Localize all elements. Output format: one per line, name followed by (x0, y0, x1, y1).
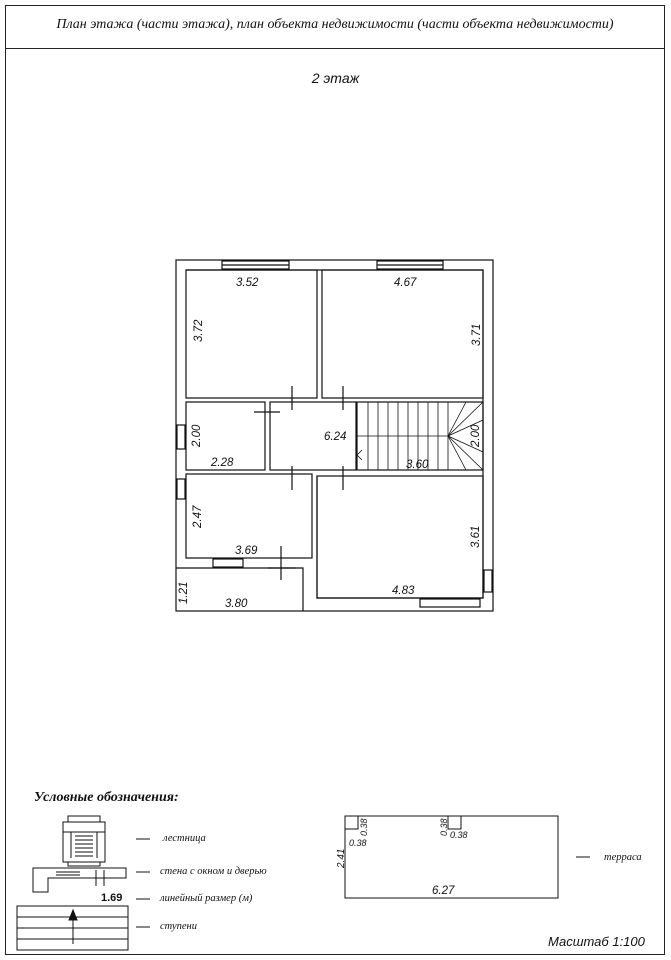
dim-stair-height: 2.00 (470, 424, 482, 447)
room-se (317, 476, 483, 598)
dim-room-sw-height: 2.47 (192, 505, 204, 528)
legend-stairs-label: лестница (163, 833, 206, 844)
legend-wall-label: стена с окном и дверью (160, 866, 267, 877)
dim-room-se-width: 4.83 (392, 585, 415, 597)
room-ne (322, 270, 483, 398)
dim-terrace-width: 6.27 (432, 885, 455, 897)
dim-room-se-height: 3.61 (470, 525, 482, 548)
dim-stair-width: 3.60 (406, 459, 429, 471)
dim-terrace-a: 0.38 (359, 818, 369, 836)
dim-room-w-height: 2.00 (191, 424, 203, 447)
floor-label: 2 этаж (311, 70, 360, 86)
dim-terrace-height: 2.41 (336, 848, 347, 868)
dim-room-nw-width: 3.52 (236, 277, 259, 289)
scale-label: Масштаб 1:100 (548, 934, 645, 949)
page-title: План этажа (части этажа), план объекта недвижимости (части объекта недвижимости) (56, 17, 614, 32)
legend-steps-icon (17, 906, 128, 950)
dim-hall-width: 6.24 (324, 431, 347, 443)
legend-title: Условные обозначения: (34, 790, 179, 805)
dim-room-w-width: 2.28 (211, 457, 234, 469)
dim-room-ne-width: 4.67 (394, 277, 417, 289)
legend-linear-sample: 1.69 (101, 892, 123, 904)
dim-balcony-height: 1.21 (178, 581, 190, 604)
legend-linear-label: линейный размер (м) (160, 893, 253, 904)
dim-room-nw-height: 3.72 (193, 319, 205, 342)
dim-terrace-c: 0.38 (439, 818, 449, 836)
dim-balcony-width: 3.80 (225, 598, 248, 610)
dim-terrace-d: 0.38 (450, 830, 468, 840)
room-nw (186, 270, 317, 398)
legend-wall-icon (33, 868, 126, 892)
terrace-label: терраса (604, 852, 642, 863)
dim-room-ne-height: 3.71 (471, 323, 483, 346)
dim-terrace-b: 0.38 (349, 838, 367, 848)
dim-room-sw-width: 3.69 (235, 545, 258, 557)
legend-stairs-icon (63, 816, 105, 866)
legend-steps-label: ступени (160, 921, 198, 932)
